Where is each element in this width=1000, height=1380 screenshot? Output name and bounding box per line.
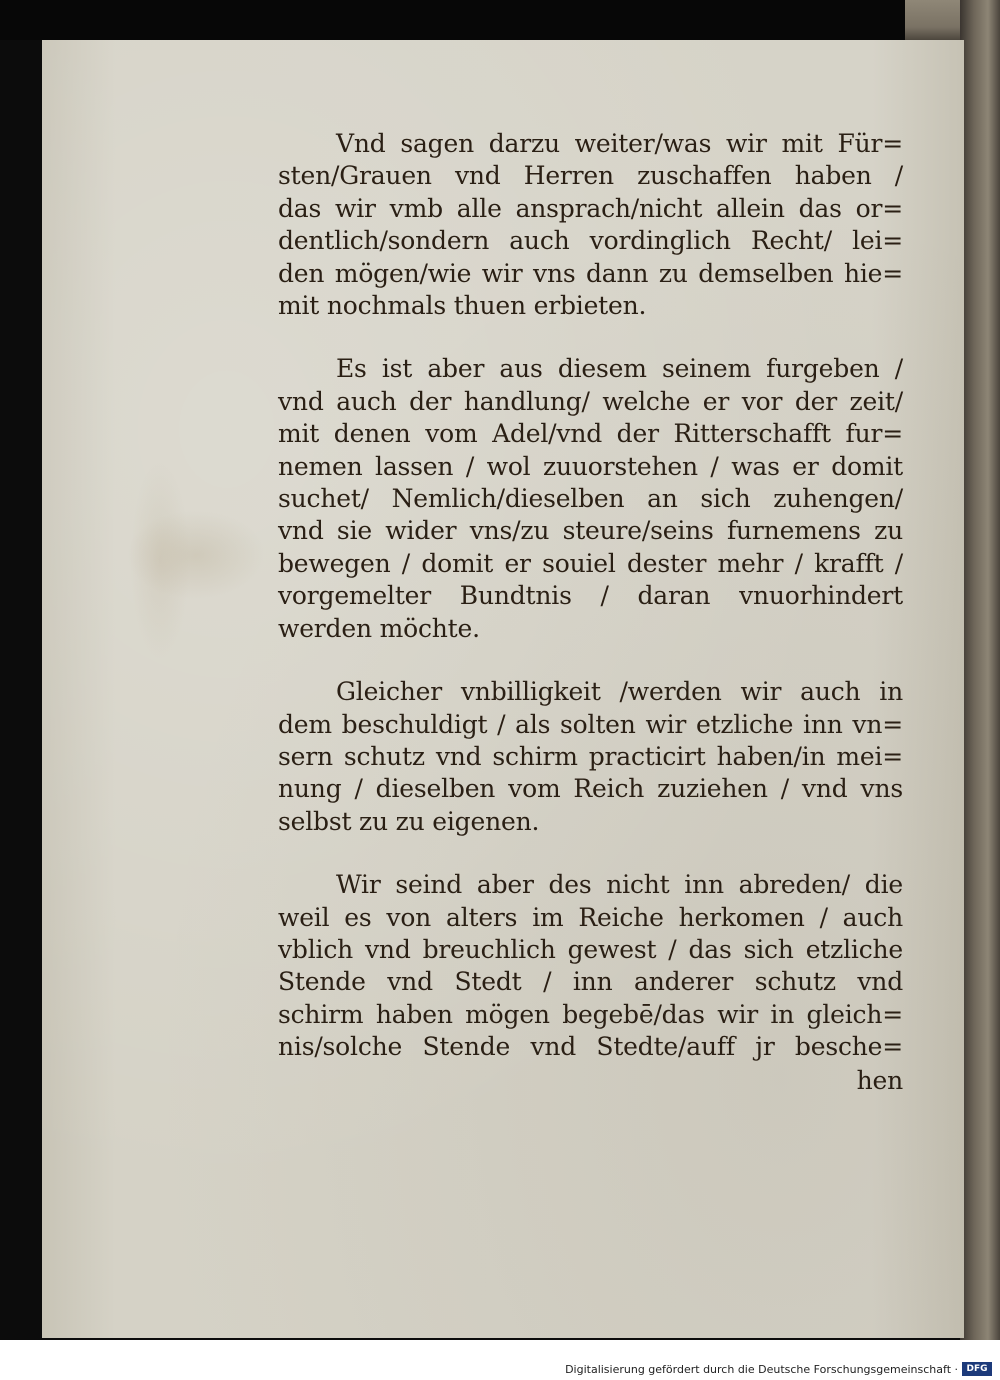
text-line: vorgemelter Bundtnis / daran vnuorhindert <box>278 581 903 611</box>
footer-bar <box>0 1340 1000 1380</box>
text-line: werden möchte. <box>278 613 480 643</box>
text-line: Gleicher vnbilligkeit /werden wir auch in <box>336 677 903 707</box>
footer-credit: Digitalisierung gefördert durch die Deutsche Forschungsgemeinschaft · <box>565 1363 958 1376</box>
text-line: mit denen vom Adel/vnd der Ritterschafft fur= <box>278 419 903 449</box>
text-line: bewegen / domit er souiel dester mehr / krafft / <box>278 548 903 578</box>
text-line: nung / dieselben vom Reich zuziehen / vnd vns <box>278 774 903 804</box>
text-line: vnd auch der handlung/ welche er vor der zeit/ <box>278 386 903 416</box>
text-line: vblich vnd breuchlich gewest / das sich etzliche <box>278 934 903 964</box>
text-line: dentlich/sondern auch vordinglich Recht/ lei= <box>278 226 903 256</box>
paragraph-4 <box>278 869 903 1063</box>
text-line: weil es von alters im Reiche herkomen / auch <box>278 902 903 932</box>
page-text <box>278 128 903 1097</box>
dfg-logo: DFG <box>962 1362 992 1376</box>
text-line: suchet/ Nemlich/dieselben an sich zuhengen/ <box>278 484 903 514</box>
text-line: schirm haben mögen begebē/das wir in gleich= <box>278 999 903 1029</box>
text-line: sten/Grauen vnd Herren zuschaffen haben / <box>278 161 903 191</box>
paragraph-3 <box>278 676 903 838</box>
text-line: dem beschuldigt / als solten wir etzliche inn vn= <box>278 709 903 739</box>
text-line: den mögen/wie wir vns dann zu demselben hie= <box>278 258 903 288</box>
text-line: sern schutz vnd schirm practicirt haben/in mei= <box>278 741 903 771</box>
text-line: mit nochmals thuen erbieten. <box>278 291 647 321</box>
text-line: Wir seind aber des nicht inn abreden/ die <box>336 870 903 900</box>
paper-stain-margin <box>130 460 190 660</box>
text-line: Vnd sagen darzu weiter/was wir mit Für= <box>336 129 903 158</box>
text-line: selbst zu zu eigenen. <box>278 806 540 836</box>
text-line: nis/solche Stende vnd Stedte/auff jr besche= <box>278 1032 903 1062</box>
text-line: Stende vnd Stedt / inn anderer schutz vnd <box>278 967 903 997</box>
text-line: das wir vmb alle ansprach/nicht allein das or= <box>278 193 903 223</box>
text-line: Es ist aber aus diesem seinem furgeben / <box>336 354 903 384</box>
text-line: nemen lassen / wol zuuorstehen / was er domit <box>278 451 903 481</box>
scan-frame-top <box>0 0 1000 40</box>
paragraph-2 <box>278 353 903 645</box>
book-edge-right <box>960 0 1000 1340</box>
catchword: hen <box>856 1065 903 1095</box>
paragraph-1 <box>278 128 903 322</box>
text-line: vnd sie wider vns/zu steure/seins furnemens zu <box>278 516 903 546</box>
